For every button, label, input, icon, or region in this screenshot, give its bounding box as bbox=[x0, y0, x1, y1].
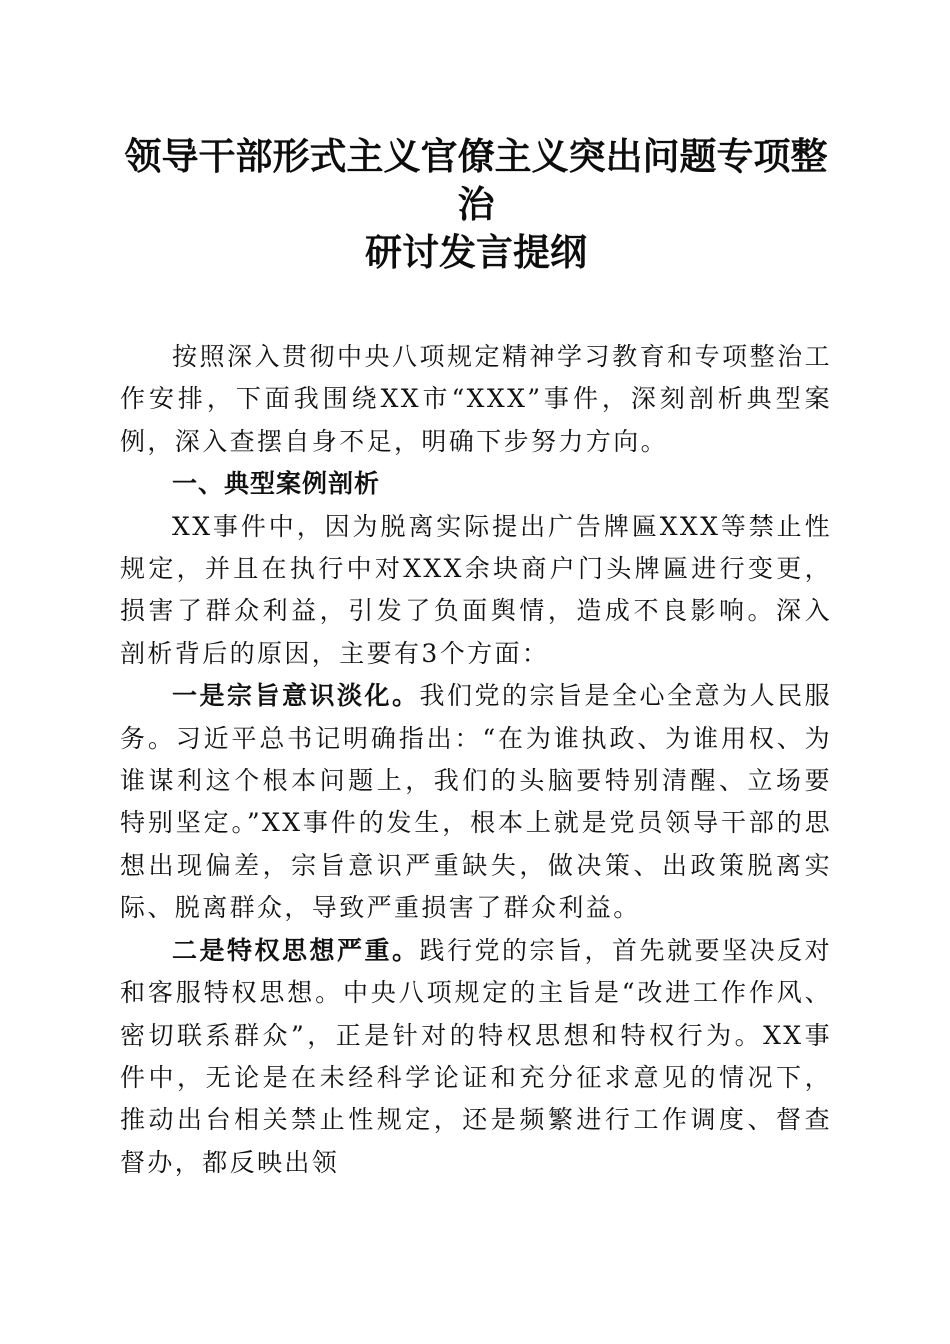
point-2-paragraph bbox=[120, 930, 832, 1184]
point-1-lead: 一是宗旨意识淡化。 bbox=[172, 681, 420, 711]
intro-paragraph: 按照深入贯彻中央八项规定精神学习教育和专项整治工作安排，下面我围绕XX市“XXX”事件，深刻剖析典型案例，深入查摆自身不足，明确下步努力方向。 bbox=[120, 342, 832, 456]
document-page bbox=[120, 132, 832, 1184]
point-2-lead: 二是特权思想严重。 bbox=[172, 935, 420, 965]
document-title bbox=[120, 132, 832, 276]
document-body bbox=[120, 336, 832, 1184]
title-line-1: 领导干部形式主义官僚主义突出问题专项整治 bbox=[124, 134, 828, 226]
point-1-text: 我们党的宗旨是全心全意为人民服务。习近平总书记明确指出：“在为谁执政、为谁用权、为谁谋利这个根本问题上，我们的头脑要特别清醒、立场要特别坚定。”XX事件的发生，根本上就是党员领导干部的思想出现偏差，宗旨意识严重缺失，做决策、出政策脱离实际、脱离群众，导致严重损害了群众利益。 bbox=[120, 681, 832, 923]
section-1-paragraph: XX事件中，因为脱离实际提出广告牌匾XXX等禁止性规定，并且在执行中对XXX余块商户门头牌匾进行变更，损害了群众利益，引发了负面舆情，造成不良影响。深入剖析背后的原因，主要有3个方面： bbox=[120, 511, 832, 668]
point-2-text: 践行党的宗旨，首先就要坚决反对和客服特权思想。中央八项规定的主旨是“改进工作作风、密切联系群众”，正是针对的特权思想和特权行为。XX事件中，无论是在未经科学论证和充分征求意见的情况下，推动出台相关禁止性规定，还是频繁进行工作调度、督查督办，都反映出领 bbox=[120, 935, 832, 1177]
point-1-paragraph bbox=[120, 675, 832, 929]
title-line-2: 研讨发言提纲 bbox=[365, 230, 587, 274]
section-1-heading: 一、典型案例剖析 bbox=[172, 469, 381, 499]
